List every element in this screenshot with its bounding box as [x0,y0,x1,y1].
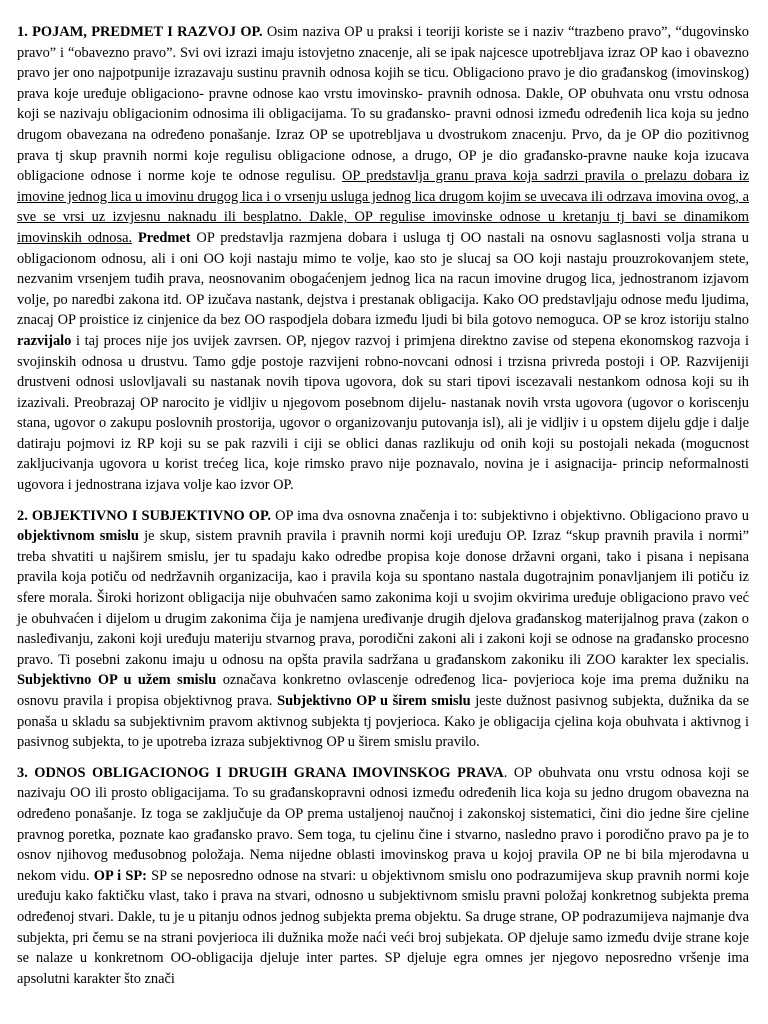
section-2 [17,506,749,753]
body-text: . OP obuhvata onu vrstu odnosa koji se nazivaju OO ili prosto obligacijama. To su građanskopravni odnosi između određenih lica koja su jedno drugom obavezna na određeno ponašanje. Iz toga se zaključuje da OP prema ustaljenoj naučnoj i zakonskoj sistematici, čini dio jedne šire cjeline pravnog poretka, poznate kao građansko pravo. Sem toga, tu cjelinu čine i stvarno, nasledno pravo i porodično pravo pa je to osnov njihovog međusobnog položaja. Nema nijedne oblasti imovinskog prava u kojoj pravila OP ne bi bila mjerodavna u nekom vidu. [17,764,750,884]
underlined-passage: OP predstavlja granu prava koja sadrzi pravila o prelazu dobara iz imovine jednog lica u imovinu drugog lica i o vrsenju usluga jednog lica drugom kojim se uvecava ili odrzava imovina ovog, a sve se vrsi uz izvjesnu naknadu ili besplatno. Dakle, OP regulise imovinske odnose u kretanju tj bavi se dinamikom imovinskih odnosa. [17,168,749,246]
body-text: Osim naziva OP u praksi i teoriji koriste se i naziv “trazbeno pravo”, “dugovinsko pravo” i “obavezno pravo”. Svi ovi izrazi imaju istovjetno znacenje, ali se ipak najcesce upotrebljava izraz OP kao i obavezno pravo jer ono najpotpunije izrazavaju sustinu pravnih odnosa kojih se ticu. Obligaciono pravo je dio građanskog (imovinskog) prava koje uređuje obligaciono- pravne odnose kao vrstu imovinsko- pravnih odnosa. Dakle, OP obuhvata onu vrstu odnosa koji se nazivaju obligacionim odnosima ili obligacijama. To su građansko- pravni odnosi između određenih lica koja su jedno drugom obavezana na određeno ponašanje. Izraz OP se upotrebljava u dvostrukom znacenju. Prvo, da je OP dio pozitivnog prava tj skup pravnih normi koje regulisu obligacione odnose, a drugo, OP je dio građansko-pravne nauke koja izucava obligacione odnose i norme koje te odnose regulisu. [17,24,749,185]
bold-term: Predmet [138,229,191,246]
section-1 [17,22,749,496]
body-text: i taj proces nije jos uvijek zavrsen. OP, njegov razvoj i primjena direktno zavise od stepena ekonomskog razvoja i svojinskih odnosa u drustvu. Tamo gdje postoje razvijeni robno-novcani odnosi i trzisna privreda postoji i OP. Razvijeniji drustveni odnosi uslovljavali su nastanak novih tipova ugovora, dok su stari tipovi iscezavali nestankom odnosa koji su ih izazivali. Preobrazaj OP narocito je vidljiv u njegovom posebnom dijelu- nastanak novih vrsta ugovora (ugovor o koriscenju stana, ugovor o zakupu poslovnih prostorija, ugovor o organizovanju putovanja isl), ali je vidljiv i u opstem dijelu gdje i dalje datiraju pojmovi iz RP koji su se pak razvili i ciji se oblici danas razlikuju od onih koji su postojali nekada (mogucnost zakljucivanja ugovora u korist trećeg lica, koje rimsko pravo nije poznavalo, novina je i asignacija- princip neformalnosti ugovora i jednostrana izjava volje kao izvor OP. [17,332,749,494]
body-text: označava konkretno ovlascenje određenog lica- povjerioca koje ima prema dužniku na osnovu pravila i propisa objektivnog prava. [17,672,749,709]
bold-term: OP i SP: [93,867,147,884]
bold-term: razvijalo [17,332,72,349]
bold-term: Subjektivno OP u širem smislu [277,693,471,709]
body-text: SP se neposredno odnose na stvari: u objektivnom smislu ono podrazumijeva skup pravnih normi koje uređuju kako faktičku vlast, tako i prava na stvari, odnosno u subjektivnom smislu pravni položaj konkretnog subjekta prema određenoj stvari. Dakle, tu je u pitanju odnos jednog subjekta prema objektu. Sa druge strane, OP podrazumijeva najmanje dva subjekta, pri čemu se na strani povjerioca ili dužnika može naći veći broj subjekata. OP djeluje samo između dvije strane koje se nalaze u konkretnom OO-obligacija djeluje inter partes. SP djeluje egra omnes jer njegovo neposredno vršenje ima apsolutni karakter što znači [17,867,749,987]
bold-term: objektivnom smislu [17,528,139,545]
body-text: OP ima dva osnovna značenja i to: subjektivno i objektivno. Obligaciono pravo u [271,507,749,524]
body-text: jeste dužnost pasivnog subjekta, dužnika da se ponaša u skladu sa subjektivnim pravom aktivnog subjekta tj povjerioca. Kako je obligacija cjelina koja obuhvata i aktivnog i pasivnog subjekta, to je upotreba izraza subjektivnog OP u širem smislu pravilo. [17,693,749,751]
bold-term: Subjektivno OP u užem smislu [17,672,217,689]
section-heading: 2. OBJEKTIVNO I SUBJEKTIVNO OP. [17,507,272,524]
section-heading: 1. POJAM, PREDMET I RAZVOJ OP. [17,24,263,40]
section-3 [17,763,749,990]
section-heading: 3. ODNOS OBLIGACIONOG I DRUGIH GRANA IMOVINSKOG PRAVA [17,764,504,781]
body-text: OP predstavlja razmjena dobara i usluga tj OO nastali na osnovu saglasnosti volja strana u obligacionom odnosu, ali i oni OO koji nastaju mimo te volje, kao sto je slucaj sa OO koji nastaju prouzrokovanjem stete, nezvanim vrsenjem tuđih prava, neosnovanim obogaćenjem jednog lica na racun imovine drugog lica, jednostranom izjavom volje, po naredbi zakona itd. OP izučava nastank, dejstva i prestanak obligacija. Kako OO predstavljaju odnose među ljudima, znacaj OP proistice iz cinjenice da bez OO raspodjela dobara između ljudi bi bila gotovo nemoguca. OP se kroz istoriju stalno [17,229,749,329]
body-text: je skup, sistem pravnih pravila i pravnih normi koji uređuju OP. Izraz “skup pravnih pravila i normi” treba shvatiti u najširem smislu, jer tu spadaju kako odredbe propisa koje donose državni organi, tako i pisana i nepisana pravila koja potiču od nedržavnih organizacija, kao i pravila koja su spontano nastala dugotrajnim ponavljanjem ili potiču iz sfere morala. Široki horizont obligacija nije obuhvaćen samo zakonima koji u svojim okvirima uređuje obligaciono pravo već je obuhvaćen i dijelom u drugim zakonima čija je namjena uređivanje drugih djelova građanskog materijalnog prava (zakon o nasleđivanju, zakoni koji uređuju materiju stvarnog prava, porodični zakoni ali i zakoni koji se odnose na građansko procesno pravo. Ti posebni zakonu imaju u odnosu na opšta pravila sadržana u građanskom zakoniku ili ZOO karakter lex specialis. [17,528,749,668]
